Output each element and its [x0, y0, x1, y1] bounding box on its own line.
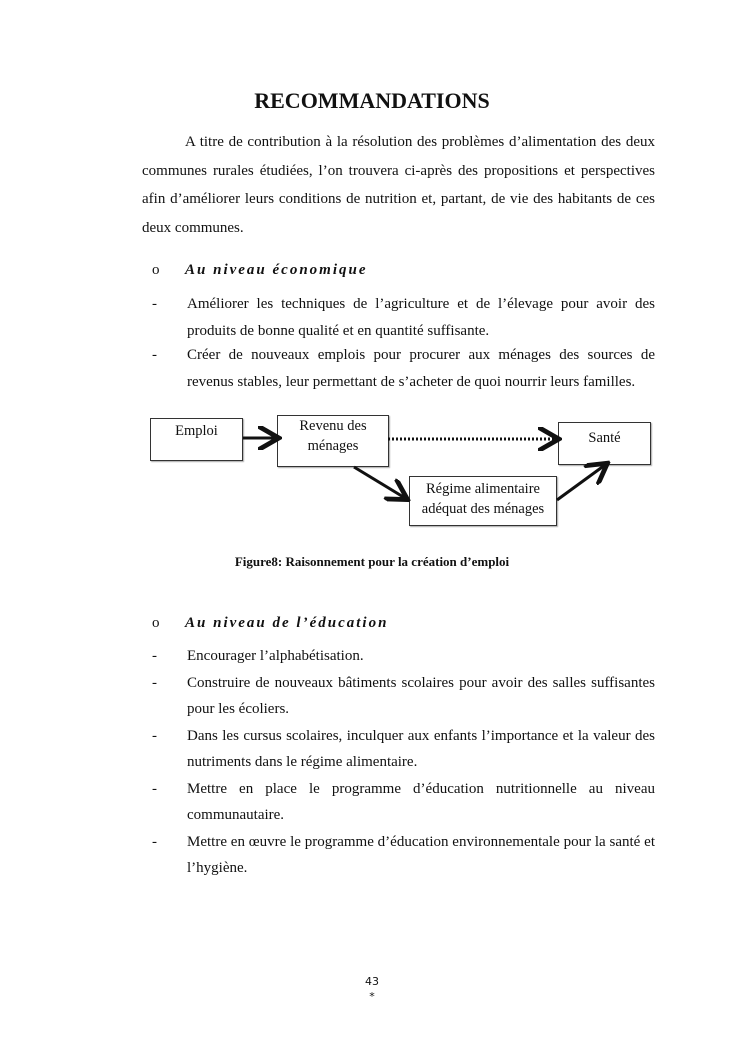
dash: - [152, 833, 157, 850]
node-sante: Santé [558, 422, 651, 465]
intro-paragraph: A titre de contribution à la résolution des problèmes d’alimentation des deux communes rurales étudiées, l’on trouvera ci-après des propositions et perspectives afin d’améliorer leurs conditions de nutrition et, partant, de vie des habitants de ces deux communes. [142, 134, 655, 236]
list-item [152, 643, 655, 670]
list-item-text: Encourager l’alphabétisation. [187, 648, 364, 664]
bullet-circle: o [152, 615, 160, 631]
node-emploi: Emploi [150, 418, 243, 461]
list-item [152, 829, 655, 882]
list-item-text: Créer de nouveaux emplois pour procurer aux ménages des sources de revenus stables, leur permettant de s’acheter de quoi nourrir leurs familles. [187, 347, 655, 390]
dash: - [152, 648, 157, 664]
bullet-circle: o [152, 262, 160, 278]
list-education [152, 643, 655, 882]
node-revenu: Revenu des ménages [277, 415, 389, 467]
dash: - [152, 296, 157, 312]
list-item-text: Dans les cursus scolaires, inculquer aux enfants l’importance et la valeur des nutriments dans le régime alimentaire. [187, 727, 655, 770]
list-item-text: Construire de nouveaux bâtiments scolaires pour avoir des salles suffisantes pour les écoliers. [187, 674, 655, 717]
list-item-text: Améliorer les techniques de l’agriculture et de l’élevage pour avoir des produits de bonne qualité et en quantité suffisante. [187, 296, 655, 339]
section-heading-education [152, 615, 388, 632]
page-mark: * [369, 990, 375, 1003]
dash: - [152, 727, 157, 744]
dash: - [152, 780, 157, 797]
list-item-text: Mettre en place le programme d’éducation nutritionnelle au niveau communautaire. [187, 780, 655, 823]
dash: - [152, 347, 157, 363]
arrow-revenu-regime [354, 467, 405, 498]
dash: - [152, 674, 157, 691]
list-item [152, 776, 655, 829]
section-heading-text: Au niveau économique [185, 262, 368, 278]
list-item [152, 723, 655, 776]
node-regime: Régime alimentaire adéquat des ménages [409, 476, 557, 526]
figure-caption: Figure8: Raisonnement pour la création d’emploi [234, 554, 510, 569]
list-item [152, 670, 655, 723]
list-item-text: Mettre en œuvre le programme d’éducation environnementale pour la santé et l’hygiène. [187, 833, 655, 876]
section-heading-text: Au niveau de l’éducation [185, 615, 389, 631]
page-number: 43 [365, 975, 379, 988]
arrow-regime-sante [557, 465, 605, 500]
page-title: RECOMMANDATIONS [254, 88, 490, 113]
